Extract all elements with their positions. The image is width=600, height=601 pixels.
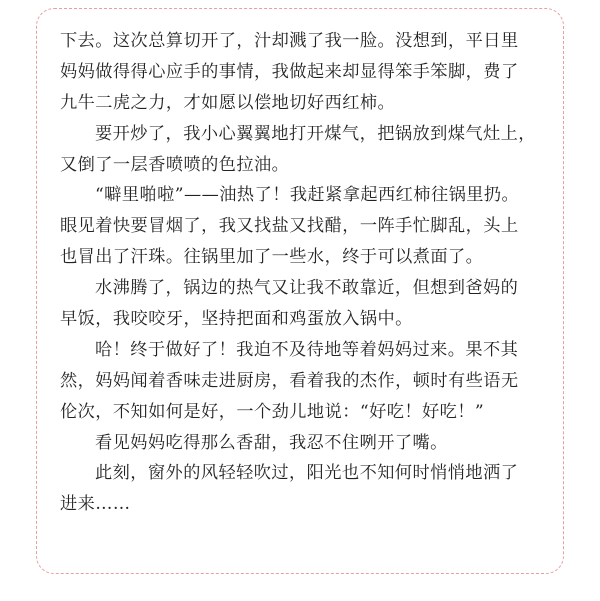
text-line: 哈！终于做好了！我迫不及待地等着妈妈过来。果不其 <box>95 339 519 360</box>
text-line: 然，妈妈闻着香味走进厨房，看着我的杰作，顿时有些语无 <box>60 370 519 391</box>
text-line: 伦次，不知如何是好，一个劲儿地说：“好吃！好吃！” <box>60 401 485 422</box>
text-line: 妈妈做得得心应手的事情，我做起来却显得笨手笨脚，费了 <box>60 61 519 82</box>
text-line: 此刻，窗外的风轻轻吹过，阳光也不知何时悄悄地洒了 <box>95 463 519 484</box>
text-line: “噼里啪啦”——油热了！我赶紧拿起西红柿往锅里扔。 <box>95 185 520 206</box>
text-line: 下去。这次总算切开了，汁却溅了我一脸。没想到，平日里 <box>60 31 519 51</box>
text-line: 又倒了一层香喷喷的色拉油。 <box>60 154 290 175</box>
text-line: 眼见着快要冒烟了，我又找盐又找醋，一阵手忙脚乱，头上 <box>60 216 519 237</box>
essay-text <box>60 26 550 520</box>
text-line: 早饭，我咬咬牙，坚持把面和鸡蛋放入锅中。 <box>60 309 413 330</box>
text-line: 水沸腾了，锅边的热气又让我不敢靠近，但想到爸妈的 <box>95 278 519 299</box>
text-line: 看见妈妈吃得那么香甜，我忍不住咧开了嘴。 <box>95 432 448 453</box>
text-line: 也冒出了汗珠。往锅里加了一些水，终于可以煮面了。 <box>60 247 484 268</box>
text-line: 进来…… <box>60 494 131 515</box>
text-line: 九牛二虎之力，才如愿以偿地切好西红柿。 <box>60 92 396 113</box>
text-line: 要开炒了，我小心翼翼地打开煤气，把锅放到煤气灶上， <box>95 123 536 144</box>
